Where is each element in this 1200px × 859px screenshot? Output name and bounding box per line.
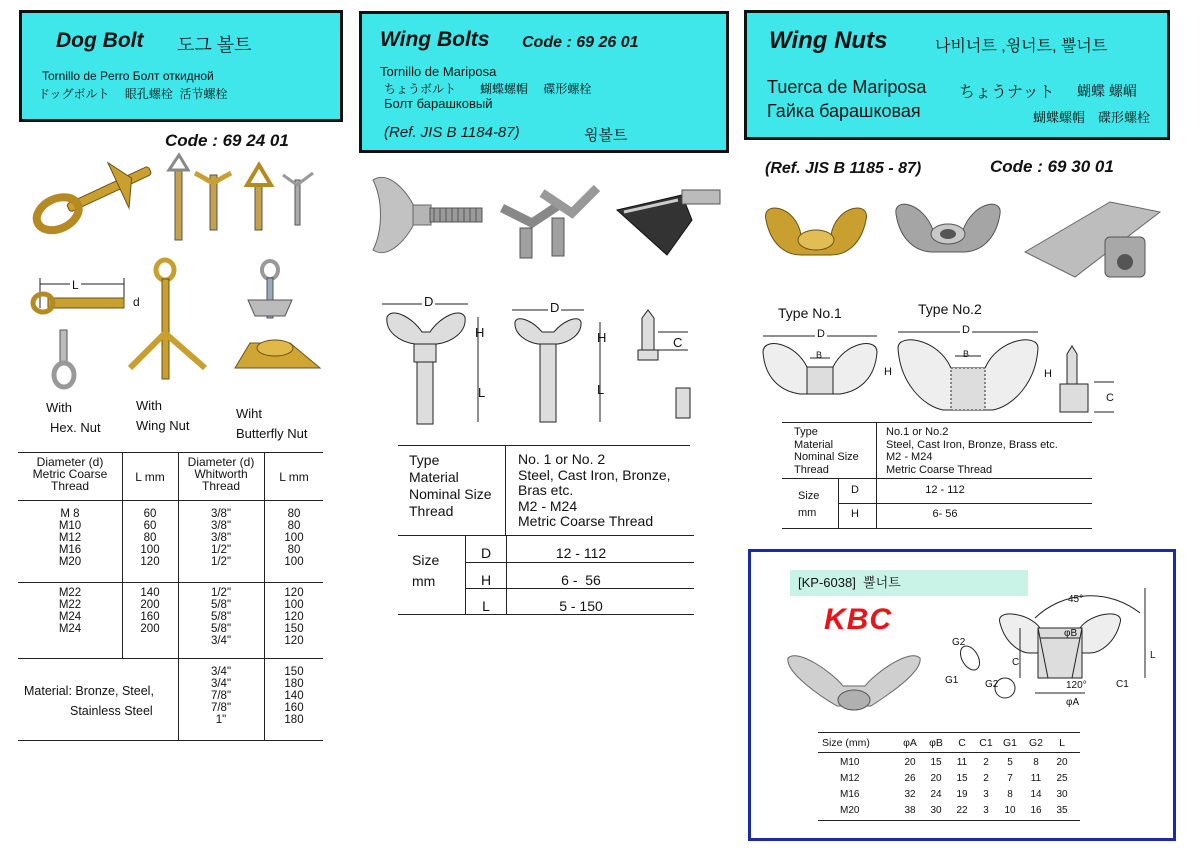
- table-cell: 3/8": [210, 508, 232, 520]
- table-cell: M10: [58, 520, 82, 532]
- wing-bolt-size-rows: [466, 540, 607, 620]
- table-cell: 3/4": [210, 666, 232, 678]
- dog-bolt-line2: ドッグボルト 眼孔螺栓 活节螺栓: [38, 87, 228, 101]
- wing-nut-dim-C: C: [1106, 392, 1114, 404]
- table-cell: 100: [284, 556, 304, 568]
- table-cell: 120: [284, 635, 304, 647]
- dog-bolt-code: Code : 69 24 01: [165, 131, 289, 150]
- table-cell: 7/8": [210, 690, 232, 702]
- wing-nuts-title: Wing Nuts: [769, 27, 888, 54]
- dog-bolt-dim-L: L: [72, 278, 79, 292]
- kbc-brand: KBC: [824, 603, 892, 636]
- wing-bolt-dim-H2: H: [597, 330, 607, 345]
- dog-bolt-th-metric: Diameter (d) Metric Coarse Thread: [32, 455, 108, 493]
- kbc-dim-g2: G2: [952, 637, 966, 648]
- wing-bolt-photo-3: [612, 180, 727, 265]
- wing-bolt-dim-D: D: [424, 294, 434, 309]
- dog-bolt-eye-image: [30, 150, 170, 260]
- wing-nut-brass-photo: [756, 195, 876, 275]
- wing-nut-spec-labels: Type Material Nominal Size Thread: [794, 426, 859, 476]
- wing-nuts-title-kr: 나비너트 ,윙너트, 뿔너트: [935, 38, 1108, 55]
- wing-nut-size-label: Size mm: [798, 490, 820, 519]
- hex-nut-bolt-image: [42, 330, 92, 400]
- dog-bolt-line1: Tornillo de Perro Болт откидной: [42, 69, 214, 83]
- table-cell: M24: [58, 623, 82, 635]
- wing-nuts-header: [744, 10, 1170, 140]
- table-cell: 100: [140, 544, 160, 556]
- wing-nuts-line2: Гайка барашковая: [767, 101, 921, 121]
- table-cell: 80: [143, 532, 157, 544]
- wing-bolt-dim-C: C: [673, 335, 683, 350]
- table-cell: 3/8": [210, 520, 232, 532]
- table-cell: 7/8": [210, 702, 232, 714]
- wing-bolts-line1: Tornillo de Mariposa: [380, 64, 497, 79]
- table-cell: 150: [284, 623, 304, 635]
- wing-bolts-line2: ちょうボルト 蝴蝶螺帽 碟形螺栓: [384, 82, 592, 96]
- dog-bolt-title: Dog Bolt: [56, 29, 144, 52]
- wing-nuts-ref: (Ref. JIS B 1185 - 87): [765, 160, 922, 177]
- wing-bolt-dim-L2: L: [597, 382, 605, 397]
- kbc-technical-drawing: [940, 568, 1170, 708]
- kbc-dim-phia: φA: [1066, 697, 1080, 708]
- kbc-angle-120: 120°: [1066, 680, 1087, 691]
- kbc-dim-phib: φB: [1064, 628, 1078, 639]
- table-cell: 3/4": [210, 678, 232, 690]
- wing-nut-dim-D2: D: [962, 324, 970, 336]
- wing-bolt-size-label: Size mm: [412, 552, 440, 589]
- wing-nut-dog-bolt-image: [125, 258, 225, 388]
- table-cell: 1": [215, 714, 227, 726]
- table-cell: 140: [284, 690, 304, 702]
- dog-bolt-header: [19, 10, 343, 122]
- table-cell: 100: [284, 599, 304, 611]
- wing-bolts-header: [359, 11, 729, 153]
- table-cell: 5/8": [210, 599, 232, 611]
- wing-bolt-drawing-1: [382, 292, 492, 427]
- wing-nut-dim-B2: B: [963, 349, 970, 359]
- table-cell: 80: [287, 544, 301, 556]
- wing-bolts-ref: (Ref. JIS B 1184-87): [384, 124, 520, 141]
- wing-bolt-drawing-2: [512, 292, 612, 427]
- table-cell: 120: [284, 587, 304, 599]
- wing-nut-drawing-side: [1052, 344, 1122, 424]
- table-row: L 5 - 150: [482, 598, 603, 614]
- wing-nut-dim-H2: H: [1044, 368, 1052, 380]
- dog-bolt-th-lmm2: L mm: [279, 470, 309, 484]
- caption-hex-nut: With Hex. Nut: [46, 400, 101, 435]
- table-cell: 1/2": [210, 544, 232, 556]
- table-cell: 60: [143, 520, 157, 532]
- dog-bolt-th-lmm: L mm: [135, 470, 165, 484]
- wing-bolt-spec-values: No. 1 or No. 2 Steel, Cast Iron, Bronze, Bras etc. M2 - M24 Metric Coarse Thread: [518, 451, 671, 529]
- wing-bolt-dim-D2: D: [550, 300, 560, 315]
- table-cell: 80: [287, 508, 301, 520]
- kbc-dim-l: L: [1150, 650, 1156, 661]
- wing-nut-dim-D1: D: [817, 328, 825, 340]
- table-cell: M12: [58, 532, 82, 544]
- table-cell: 1/2": [210, 556, 232, 568]
- table-row: H 6 - 56: [480, 571, 601, 588]
- wing-bolts-code: Code : 69 26 01: [522, 34, 639, 51]
- wing-nut-spec-values: No.1 or No.2 Steel, Cast Iron, Bronze, Brass etc. M2 - M24 Metric Coarse Thread: [886, 426, 1058, 476]
- wing-bolt-drawing-side: [628, 310, 698, 420]
- table-cell: M 8: [60, 508, 80, 520]
- table-cell: M20: [58, 556, 82, 568]
- wing-bolt-dim-H: H: [475, 325, 485, 340]
- table-cell: 120: [284, 611, 304, 623]
- dog-bolt-material: Material: Bronze, Steel, Stainless Steel: [24, 684, 154, 718]
- kbc-dim-c1: C1: [1116, 679, 1129, 690]
- table-cell: 160: [284, 702, 304, 714]
- wing-nuts-line2-cn: 蝴蝶螺帽 碟形螺栓: [1033, 110, 1151, 125]
- table-cell: M24: [58, 611, 82, 623]
- table-cell: 1/2": [210, 587, 232, 599]
- table-cell: 180: [284, 678, 304, 690]
- wing-nuts-line1: Tuerca de Mariposa: [767, 77, 927, 97]
- kbc-dim-g1: G1: [945, 675, 959, 686]
- kbc-angle-45: 45°: [1068, 594, 1084, 605]
- wing-nut-t-photo: [1020, 182, 1170, 292]
- kbc-wing-nut-image: [783, 648, 923, 728]
- table-cell: 140: [140, 587, 160, 599]
- wing-nuts-line1-cn: 蝴蝶 螺嵋: [1077, 83, 1137, 99]
- table-cell: M22: [58, 587, 82, 599]
- wing-bolt-dim-L: L: [478, 385, 486, 400]
- wing-nut-type2: Type No.2: [918, 301, 982, 317]
- wing-nuts-line1-jp: ちょうナット: [959, 84, 1055, 101]
- wing-nut-dim-H1: H: [884, 366, 892, 378]
- wing-bolt-spec-labels: Type Material Nominal Size Thread: [409, 452, 492, 519]
- dog-bolt-th-whitworth: Diameter (d) Whitworth Thread: [187, 455, 255, 493]
- wing-nut-type1: Type No.1: [778, 305, 842, 321]
- wing-nut-steel-photo: [888, 192, 1008, 272]
- dog-bolt-dimension-drawing: [28, 278, 138, 338]
- table-cell: 200: [140, 599, 160, 611]
- kbc-dim-c: C: [1012, 657, 1020, 668]
- kbc-dim-g2b: G2: [985, 679, 999, 690]
- caption-wing-nut: With Wing Nut: [136, 398, 190, 433]
- table-cell: 3/4": [210, 635, 232, 647]
- table-cell: 3/8": [210, 532, 232, 544]
- table-cell: M22: [58, 599, 82, 611]
- table-cell: 5/8": [210, 623, 232, 635]
- kbc-tag: [KP-6038] 뿔너트: [790, 570, 1028, 596]
- wing-bolts-line3: Болт барашковый: [384, 96, 493, 111]
- table-cell: 150: [284, 666, 304, 678]
- dog-bolt-set-image: [165, 155, 335, 255]
- table-row: D 12 - 112: [480, 545, 607, 561]
- wing-bolt-photo-1: [368, 170, 488, 265]
- table-cell: 100: [284, 532, 304, 544]
- table-cell: 80: [287, 520, 301, 532]
- wing-bolt-photo-2: [492, 178, 607, 263]
- wing-nuts-code: Code : 69 30 01: [990, 157, 1114, 176]
- caption-butterfly-nut: Wiht Butterfly Nut: [236, 406, 308, 441]
- table-cell: 180: [284, 714, 304, 726]
- table-cell: 5/8": [210, 611, 232, 623]
- table-cell: M16: [58, 544, 82, 556]
- wing-bolts-title: Wing Bolts: [380, 28, 490, 51]
- dog-bolt-dim-d: d: [133, 295, 140, 309]
- dog-bolt-title-kr: 도그 볼트: [177, 35, 252, 55]
- wing-nut-dim-B1: B: [816, 350, 823, 360]
- table-cell: 200: [140, 623, 160, 635]
- table-cell: 60: [143, 508, 157, 520]
- wing-bolts-ref-kr: 윙볼트: [584, 127, 628, 144]
- butterfly-nut-dog-bolt-image: [230, 258, 330, 388]
- table-cell: 160: [140, 611, 160, 623]
- table-cell: 120: [140, 556, 160, 568]
